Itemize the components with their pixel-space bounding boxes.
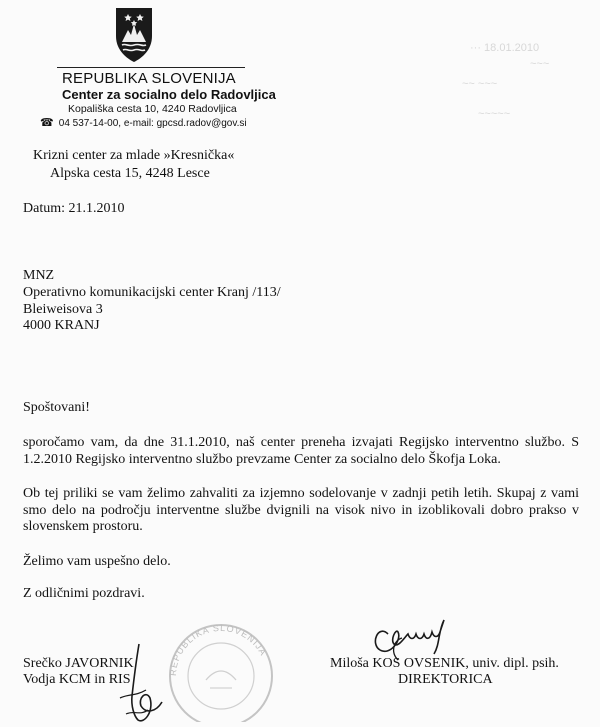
signatory-left-name: Srečko JAVORNIK bbox=[23, 656, 134, 671]
bleed-mark: ~~~~~ bbox=[478, 108, 511, 120]
recipient-line: Operativno komunikacijski center Kranj /113/ bbox=[23, 285, 281, 300]
recipient-line: 4000 KRANJ bbox=[23, 318, 100, 333]
bleed-mark: ~~~ bbox=[530, 58, 550, 70]
bleed-mark: ··· 18.01.2010 bbox=[470, 42, 540, 54]
letter-date: Datum: 21.1.2010 bbox=[23, 201, 125, 216]
recipient-line: MNZ bbox=[23, 268, 55, 283]
phone-icon: ☎ bbox=[40, 117, 54, 129]
letterhead-contact-text: 04 537-14-00, e-mail: gpcsd.radov@gov.si bbox=[58, 118, 247, 129]
signatory-left-role: Vodja KCM in RIS bbox=[23, 672, 131, 687]
slovenia-coat-of-arms-icon bbox=[113, 6, 155, 64]
bleed-mark: ~~ ~~~ bbox=[462, 78, 498, 90]
letterhead-country: REPUBLIKA SLOVENIJA bbox=[62, 70, 236, 87]
letterhead-institution: Center za socialno delo Radovljica bbox=[62, 87, 276, 102]
wish-line: Želimo vam uspešno delo. bbox=[23, 554, 171, 569]
header-divider bbox=[57, 67, 245, 68]
signatory-right-role: DIREKTORICA bbox=[398, 672, 493, 687]
recipient-line: Bleiweisova 3 bbox=[23, 302, 103, 317]
letterhead-address: Kopališka cesta 10, 4240 Radovljica bbox=[68, 103, 237, 115]
salutation: Spoštovani! bbox=[23, 400, 90, 415]
signatory-right-name: Miloša KOS OVSENIK, univ. dipl. psih. bbox=[330, 656, 559, 671]
sender-address: Alpska cesta 15, 4248 Lesce bbox=[50, 166, 210, 181]
sender-name: Krizni center za mlade »Kresnička« bbox=[33, 148, 235, 163]
body-paragraph-1: sporočamo vam, da dne 31.1.2010, naš center preneha izvajati Regijsko interventno službo. S 1.2.2010 Regijsko interventno službo prevzame Center za socialno delo Škofja Loka. bbox=[23, 435, 579, 467]
body-paragraph-2: Ob tej priliki se vam želimo zahvaliti za izjemno sodelovanje v zadnji petih letih. Skupaj z vami smo delo na področju interventne službe dvignili na visok nivo in izoblikovali dobro prakso v slovenskem prostoru. bbox=[23, 486, 579, 534]
closing-line: Z odličnimi pozdravi. bbox=[23, 586, 145, 601]
official-stamp-icon bbox=[162, 618, 280, 722]
stamp-text: REPUBLIKA SLOVENIJA bbox=[167, 622, 269, 677]
letterhead-contact bbox=[40, 116, 247, 129]
